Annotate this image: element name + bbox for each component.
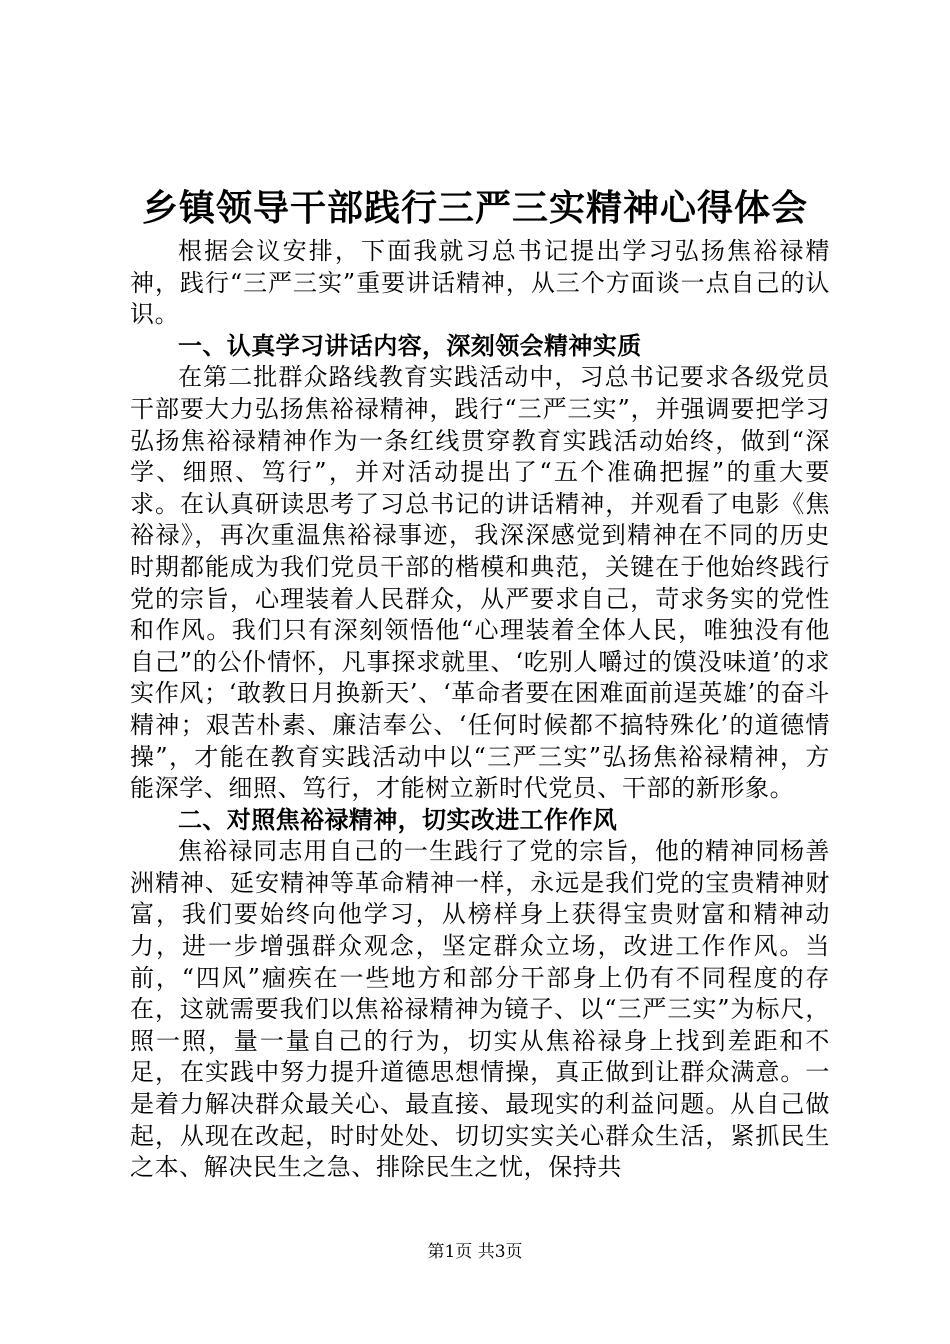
document-title: 乡镇领导干部践行三严三实精神心得体会 xyxy=(141,188,808,229)
page-number-footer: 第1页 共3页 xyxy=(427,1242,523,1262)
document-body xyxy=(130,236,830,1184)
section-1-heading: 一、认真学习讲话内容，深刻领会精神实质 xyxy=(178,331,642,360)
section-1-paragraph: 在第二批群众路线教育实践活动中，习总书记要求各级党员干部要大力弘扬焦裕禄精神，践行“三严三实”，并强调要把学习弘扬焦裕禄精神作为一条红线贯穿教育实践活动始终，做到“深学、细照、笃行”，并对活动提出了“五个准确把握”的重大要求。在认真研读思考了习总书记的讲话精神，并观看了电影《焦裕禄》，再次重温焦裕禄事迹，我深深感觉到精神在不同的历史时期都能成为我们党员干部的楷模和典范，关键在于他始终践行党的宗旨，心理装着人民群众，从严要求自己，苛求务实的党性和作风。我们只有深刻领悟他“心理装着全体人民，唯独没有他自己”的公仆情怀，凡事探求就里、‘吃别人嚼过的馍没味道’的求实作风；‘敢教日月换新天’、‘革命者要在困难面前逞英雄’的奋斗精神；艰苦朴素、廉洁奉公、‘任何时候都不搞特殊化’的道德情操”，才能在教育实践活动中以“三严三实”弘扬焦裕禄精神，方能深学、细照、笃行，才能树立新时代党员、干部的新形象。 xyxy=(130,363,830,803)
intro-paragraph: 根据会议安排，下面我就习总书记提出学习弘扬焦裕禄精神，践行“三严三实”重要讲话精神，从三个方面谈一点自己的认识。 xyxy=(130,237,830,329)
section-2-paragraph: 焦裕禄同志用自己的一生践行了党的宗旨，他的精神同杨善洲精神、延安精神等革命精神一样，永远是我们党的宝贵精神财富，我们要始终向他学习，从榜样身上获得宝贵财富和精神动力，进一步增强群众观念，坚定群众立场，改进工作作风。当前，“四风”痼疾在一些地方和部分干部身上仍有不同程度的存在，这就需要我们以焦裕禄精神为镜子、以“三严三实”为标尺，照一照，量一量自己的行为，切实从焦裕禄身上找到差距和不足，在实践中努力提升道德思想情操，真正做到让群众满意。一是着力解决群众最关心、最直接、最现实的利益问题。从自己做起，从现在改起，时时处处、切切实实关心群众生活，紧抓民生之本、解决民生之急、排除民生之忧，保持共 xyxy=(130,837,830,1182)
section-2-heading: 二、对照焦裕禄精神，切实改进工作作风 xyxy=(178,805,618,834)
